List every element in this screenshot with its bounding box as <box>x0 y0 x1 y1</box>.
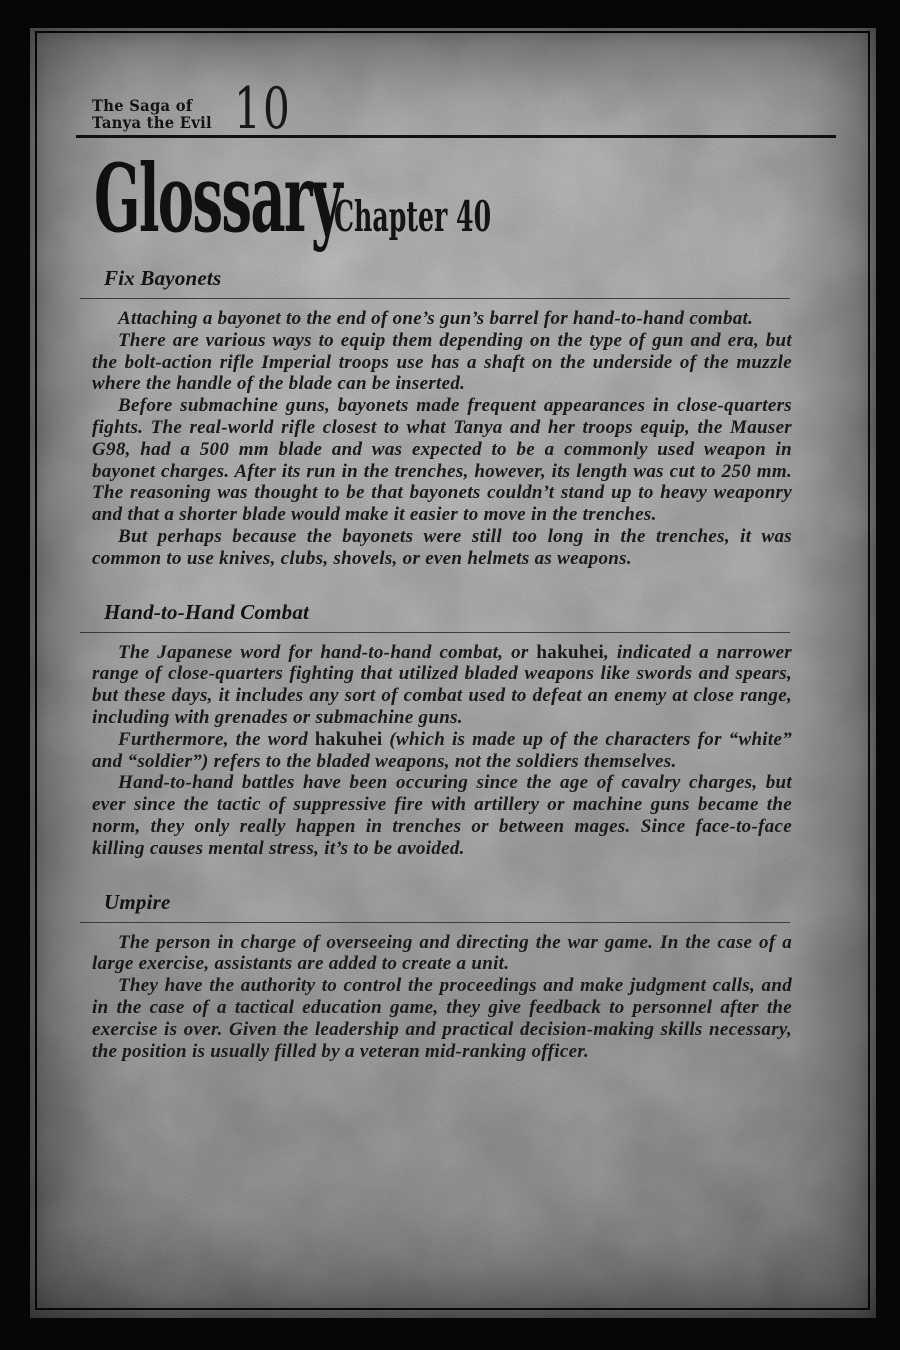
paragraph: The person in charge of overseeing and directing the war game. In the case of a large exercise, assistants are added to create a unit. <box>92 931 792 975</box>
page-title <box>94 144 792 254</box>
page-header <box>92 76 792 142</box>
series-title-line2: Tanya the Evil <box>92 113 212 132</box>
section-rule <box>80 298 790 299</box>
paragraph-text: Furthermore, the word <box>118 728 315 750</box>
paragraph <box>92 729 792 773</box>
paragraph: Before submachine guns, bayonets made frequent appearances in close-quarters fights. The real-world rifle closest to what Tanya and her troops equip, the Mauser G98, had a 500 mm blade and was expected to be a commonly used weapon in bayonet charges. After its run in the trenches, however, its length was cut to 250 mm. The reasoning was thought to be that bayonets couldn’t stand up to heavy weaponry and that a shorter blade would make it easier to move in the trenches. <box>92 395 792 526</box>
series-title-line1: The Saga of <box>92 96 193 115</box>
paragraph: Hand-to-hand battles have been occuring since the age of cavalry charges, but ever since the tactic of suppressive fire with artillery or machine guns became the norm, they only really happen in trenches or between mages. Since face-to-face killing causes mental stress, it’s to be avoided. <box>92 772 792 859</box>
paragraph-text: The Japanese word for hand-to-hand combat, or <box>118 641 537 663</box>
glossary-section-hand-to-hand-combat <box>92 600 792 860</box>
paragraph: There are various ways to equip them depending on the type of gun and era, but the bolt-action rifle Imperial troops use has a shaft on the underside of the muzzle where the handle of the blade can be inserted. <box>92 329 792 395</box>
series-title <box>92 97 212 131</box>
page-content <box>92 28 792 1062</box>
paragraph: Attaching a bayonet to the end of one’s gun’s barrel for hand-to-hand combat. <box>118 308 754 329</box>
section-rule <box>80 922 790 923</box>
glossary-section-fix-bayonets <box>92 266 792 570</box>
chapter-subtitle-wrap <box>334 192 492 241</box>
chapter-subtitle: Chapter 40 <box>334 192 492 241</box>
japanese-term: hakuhei <box>314 728 383 750</box>
volume-number: 10 <box>234 76 293 142</box>
header-rule <box>76 135 836 138</box>
section-heading: Umpire <box>104 889 171 914</box>
section-heading: Hand-to-Hand Combat <box>104 599 310 624</box>
glossary-title: Glossary <box>94 144 341 254</box>
section-heading: Fix Bayonets <box>104 266 222 290</box>
paragraph <box>92 642 792 729</box>
paragraph-text: , indicated a narrower range of close-quarters fighting that utilized bladed weapons like swords and spears, but these days, it includes any sort of combat used to defeat an enemy at close range, including with grenades or submachine guns. <box>92 641 792 728</box>
glossary-section-umpire <box>92 890 792 1063</box>
paragraph: They have the authority to control the proceedings and make judgment calls, and in the case of a tactical education game, they give feedback to personnel after the exercise is over. Given the leadership and practical decision-making skills necessary, the position is usually filled by a veteran mid-ranking officer. <box>92 975 792 1062</box>
paragraph-text: (which is made up of the characters for “white” and “soldier”) refers to the bladed weapons, not the soldiers themselves. <box>92 728 792 772</box>
paragraph: But perhaps because the bayonets were still too long in the trenches, it was common to use knives, clubs, shovels, or even helmets as weapons. <box>92 525 792 569</box>
section-rule <box>80 632 790 633</box>
book-page <box>30 28 876 1318</box>
series-logo <box>92 76 792 142</box>
glossary-title-wrap <box>94 144 341 254</box>
japanese-term: hakuhei <box>536 641 604 663</box>
